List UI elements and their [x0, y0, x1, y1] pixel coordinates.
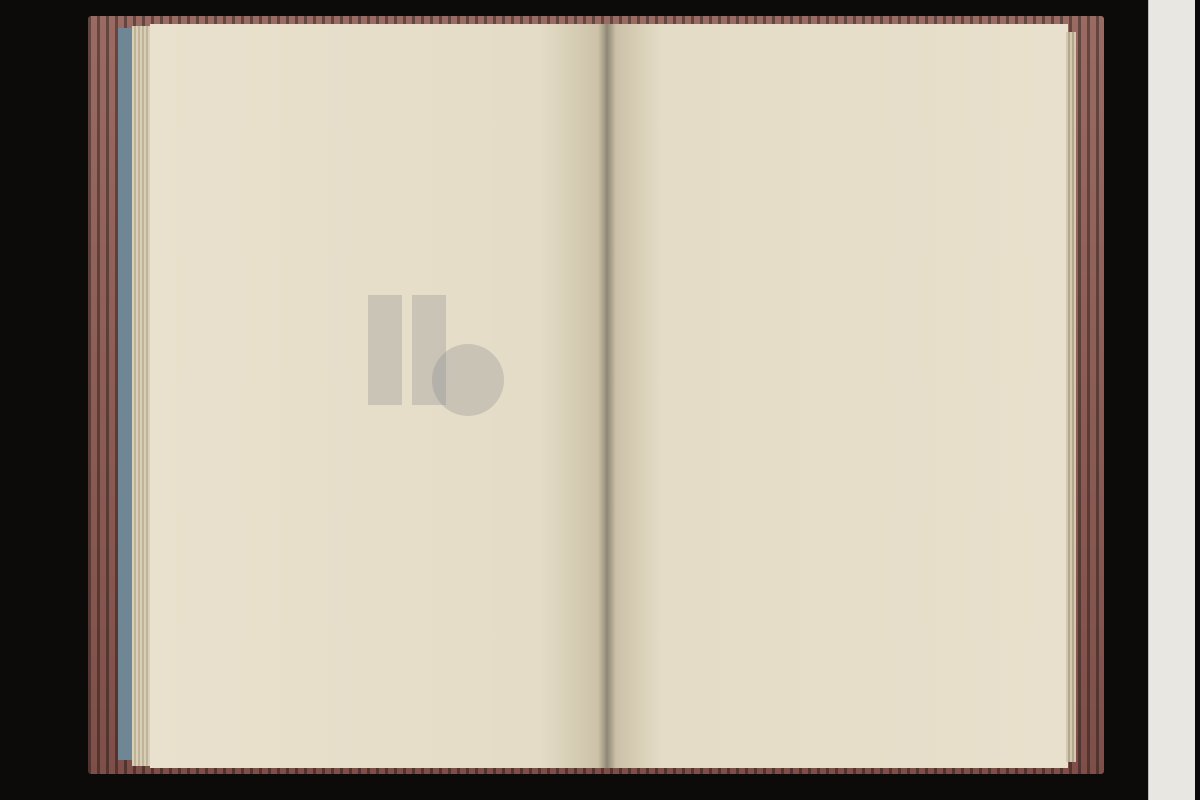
right-page-edge: [1066, 32, 1076, 762]
measuring-ruler: [1148, 0, 1195, 800]
watermark-logo-icon: [350, 285, 510, 435]
right-page: [606, 24, 1068, 768]
book-gutter: [598, 24, 616, 768]
